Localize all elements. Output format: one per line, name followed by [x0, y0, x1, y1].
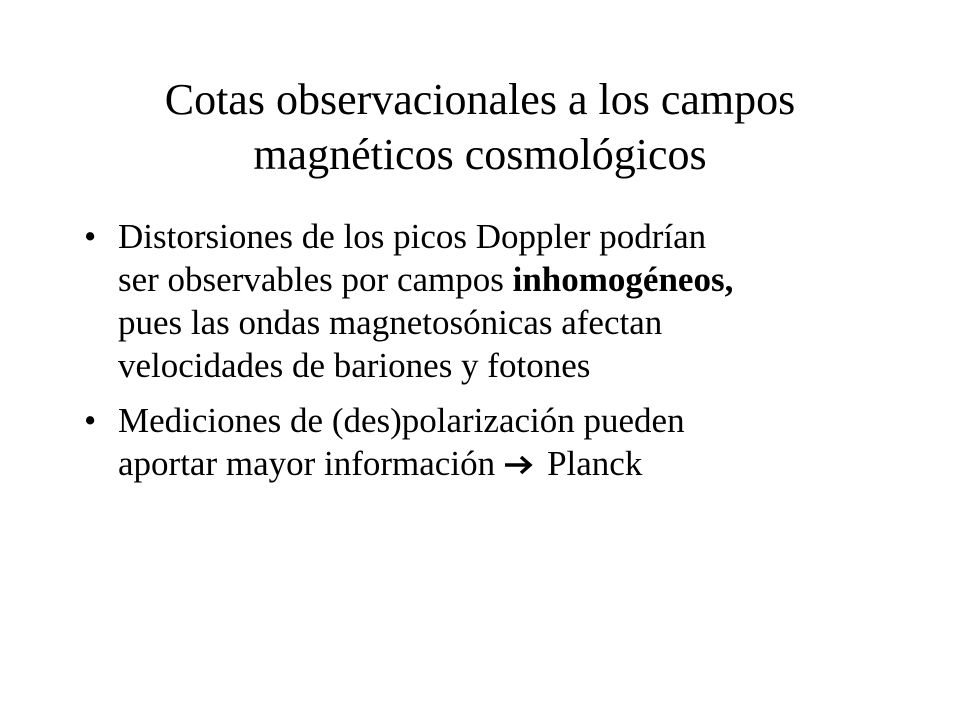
- bullet-item-polarization: [84, 399, 884, 485]
- bullet-list: [84, 215, 884, 497]
- bullet-line: velocidades de bariones y fotones: [118, 346, 591, 385]
- bullet-marker: •: [84, 217, 97, 256]
- bullet-text: [118, 399, 884, 485]
- slide-title-line-2: magnéticos cosmológicos: [253, 130, 707, 179]
- bullet-line-prefix: ser observables por campos: [118, 260, 513, 299]
- slide-title-line-1: Cotas observacionales a los campos: [164, 75, 796, 124]
- bullet-line-prefix: aportar mayor información: [118, 444, 496, 483]
- bullet-line: Mediciones de (des)polarización pueden: [118, 401, 685, 440]
- slide-title: [60, 72, 900, 182]
- bullet-line-suffix: Planck: [547, 444, 643, 483]
- right-arrow-icon: [499, 455, 543, 475]
- bullet-line: Distorsiones de los picos Doppler podrían: [118, 217, 707, 256]
- bold-term: inhomogéneos,: [512, 260, 734, 299]
- bullet-line: [118, 442, 884, 485]
- bullet-line: pues las ondas magnetosónicas afectan: [118, 303, 663, 342]
- bullet-line: [118, 258, 884, 301]
- bullet-item-doppler: [84, 215, 884, 387]
- bullet-text: [118, 215, 884, 387]
- bullet-marker: •: [84, 401, 97, 440]
